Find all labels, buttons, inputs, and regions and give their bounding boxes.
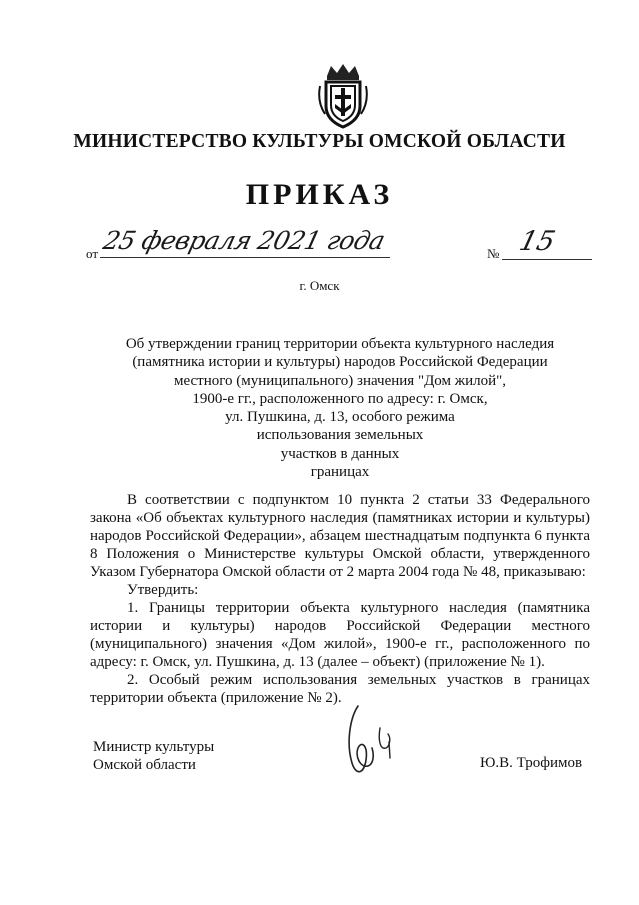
subject-line: Об утверждении границ территории объекта культурного наследия [125, 336, 555, 352]
order-subject [90, 335, 590, 481]
handwritten-number: 15 [516, 226, 559, 257]
signatory-position [93, 738, 214, 774]
handwritten-signature [328, 688, 438, 798]
preamble-paragraph: В соответствии с подпунктом 10 пункта 2 статьи 33 Федерального закона «Об объектах культурного наследия (памятниках истории и культуры) народов Российской Федерации», абзацем шестнадцатым подпункта 6 пункта 8 Положения о Министерстве культуры Омской области, утвержденного Указом Губернатора Омской области от 2 марта 2004 года № 48, приказываю: [90, 492, 590, 580]
subject-line: границах [310, 464, 370, 481]
subject-line: ул. Пушкина, д. 13, особого режима [225, 409, 455, 426]
subject-line: 1900-е гг., расположенного по адресу: г. Омск, [192, 390, 488, 407]
subject-line: (памятника истории и культуры) народов Российской Федерации [132, 354, 548, 371]
date-underline [100, 257, 390, 258]
approve-paragraph: Утвердить: [127, 582, 199, 598]
signatory-name: Ю.В. Трофимов [480, 755, 583, 771]
date-prefix: от [86, 246, 99, 261]
number-label: № [487, 246, 500, 261]
order-body [90, 491, 590, 707]
omsk-coat-of-arms-icon [317, 62, 369, 130]
document-type-title: ПРИКАЗ [245, 178, 394, 211]
subject-line: участков в данных [280, 445, 400, 462]
item-2-paragraph: 2. Особый режим использования земельных участков в границах территории объекта (приложение № 2). [90, 672, 590, 706]
subject-line: местного (муниципального) значения "Дом жилой", [173, 372, 507, 389]
handwritten-date: 25 февраля 2021 года [100, 226, 388, 255]
city: г. Омск [299, 278, 340, 293]
number-underline [502, 259, 592, 260]
subject-line: использования земельных [256, 427, 424, 444]
position-line: Министр культуры [93, 739, 215, 755]
ministry-name: МИНИСТЕРСТВО КУЛЬТУРЫ ОМСКОЙ ОБЛАСТИ [73, 131, 566, 152]
position-line: Омской области [93, 757, 196, 773]
item-1-paragraph: 1. Границы территории объекта культурного наследия (памятника истории и культуры) народов Российской Федерации местного (муниципального) значения «Дом жилой», 1900-е гг., расположенного по адресу: г. Омск, ул. Пушкина, д. 13 (далее – объект) (приложение № 1). [90, 600, 590, 670]
